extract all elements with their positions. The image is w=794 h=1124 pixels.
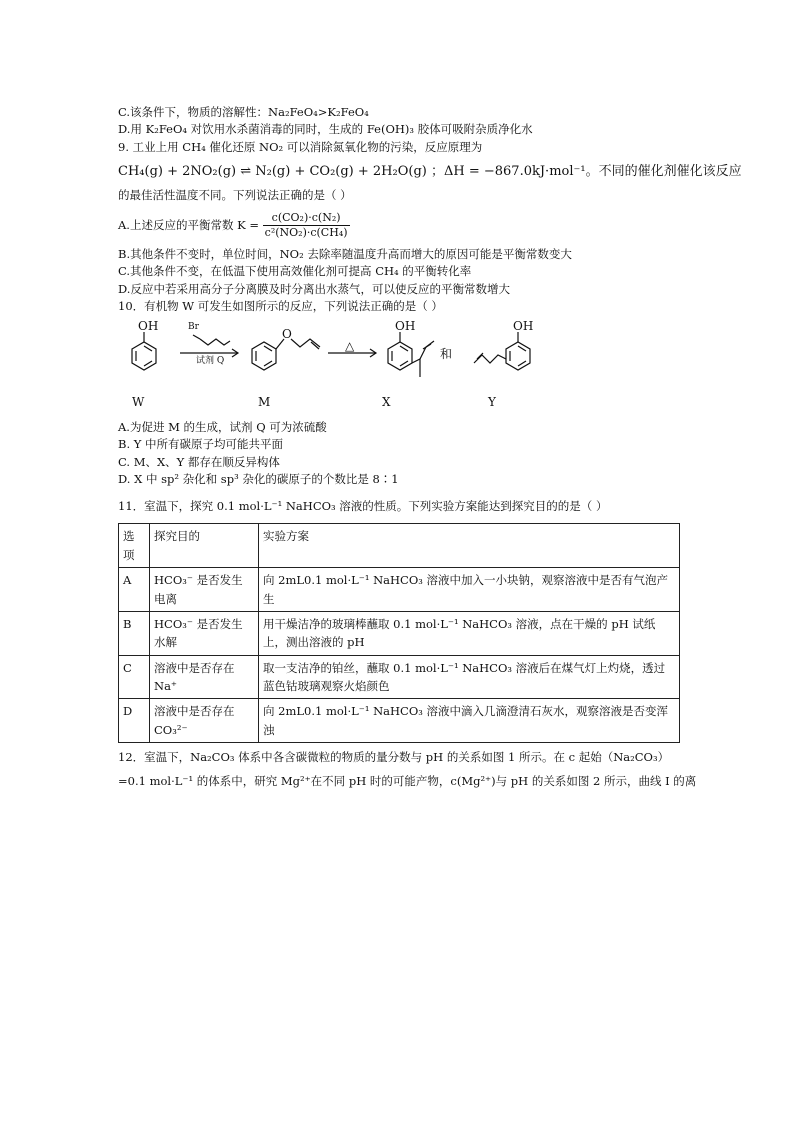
- q9-stem-2: 。不同的催化剂催化该反应: [585, 163, 742, 179]
- table-header-row: [119, 524, 680, 568]
- table-row: [119, 655, 680, 699]
- q9-option-d: D.反应中若采用高分子分离膜及时分离出水蒸气，可以使反应的平衡常数增大: [118, 281, 510, 296]
- q10-option-b: B. Y 中所有碳原子均可能共平面: [118, 437, 284, 452]
- reagent-top-label: Br: [188, 322, 199, 333]
- q10-option-c: C. M、X、Y 都存在顺反异构体: [118, 454, 280, 469]
- x-oh-label: OH: [395, 319, 416, 334]
- heat-label: △: [345, 339, 355, 354]
- row-option: A: [119, 568, 150, 612]
- structure-m: [252, 339, 320, 370]
- row-plan: 用干燥洁净的玻璃棒蘸取 0.1 mol·L⁻¹ NaHCO₃ 溶液，点在干燥的 pH 试纸上，测出溶液的 pH: [259, 611, 680, 655]
- arrow-reagent: [180, 335, 238, 357]
- table-row: [119, 699, 680, 743]
- q8-option-c: C.该条件下，物质的溶解性：Na₂FeO₄>K₂FeO₄: [118, 105, 369, 119]
- exam-page: [118, 104, 742, 790]
- y-oh-label: OH: [513, 319, 534, 334]
- label-y: Y: [488, 395, 496, 410]
- structure-w: [132, 332, 156, 370]
- equilibrium-constant-fraction: [263, 211, 350, 241]
- structure-x: [388, 332, 434, 377]
- table-row: [119, 611, 680, 655]
- q12-line-2: =0.1 mol·L⁻¹ 的体系中，研究 Mg²⁺在不同 pH 时的可能产物，c(Mg²⁺)与 pH 的关系如图 2 所示，曲线 I 的离: [118, 773, 697, 788]
- row-option: D: [119, 699, 150, 743]
- label-w: W: [132, 395, 145, 410]
- q10-option-a: A.为促进 M 的生成，试剂 Q 可为浓硫酸: [118, 420, 327, 435]
- header-goal: 探究目的: [150, 524, 259, 568]
- label-x: X: [382, 395, 391, 410]
- reagent-bottom-label: 试剂 Q: [196, 356, 225, 367]
- fraction-denominator: c²(NO₂)·c(CH₄): [264, 225, 348, 239]
- structure-y: [474, 332, 530, 370]
- q12-line-1: 12．室温下，Na₂CO₃ 体系中各含碳微粒的物质的量分数与 pH 的关系如图 1 所示。在 c 起始（Na₂CO₃）: [118, 750, 670, 765]
- row-plan: 向 2mL0.1 mol·L⁻¹ NaHCO₃ 溶液中加入一小块钠，观察溶液中是否有气泡产生: [259, 568, 680, 612]
- and-label: 和: [440, 347, 453, 362]
- row-goal: HCO₃⁻ 是否发生水解: [150, 611, 259, 655]
- fraction-numerator: c(CO₂)·c(N₂): [263, 211, 350, 226]
- row-plan: 向 2mL0.1 mol·L⁻¹ NaHCO₃ 溶液中滴入几滴澄清石灰水，观察溶液是否变浑浊: [259, 699, 680, 743]
- label-m: M: [258, 395, 271, 410]
- header-plan: 实验方案: [259, 524, 680, 568]
- q11-table: [118, 523, 680, 743]
- q9-equation-line: [118, 162, 742, 182]
- q9-stem-3: 的最佳活性温度不同。下列说法正确的是（ ）: [118, 188, 352, 203]
- row-option: B: [119, 611, 150, 655]
- q9-equation: CH₄(g) + 2NO₂(g) ⇌ N₂(g) + CO₂(g) + 2H₂O(g) ；ΔH = −867.0kJ·mol⁻¹: [118, 163, 586, 179]
- row-goal: 溶液中是否存在 CO₃²⁻: [150, 699, 259, 743]
- w-oh-label: OH: [138, 319, 159, 334]
- q8-option-d: D.用 K₂FeO₄ 对饮用水杀菌消毒的同时，生成的 Fe(OH)₃ 胶体可吸附杂质净化水: [118, 122, 533, 137]
- q9-stem-1: 9. 工业上用 CH₄ 催化还原 NO₂ 可以消除氮氧化物的污染，反应原理为: [118, 139, 483, 154]
- row-goal: HCO₃⁻ 是否发生电离: [150, 568, 259, 612]
- q9-option-c: C.其他条件不变，在低温下使用高效催化剂可提高 CH₄ 的平衡转化率: [118, 264, 472, 279]
- q11-stem: 11．室温下，探究 0.1 mol·L⁻¹ NaHCO₃ 溶液的性质。下列实验方案能达到探究目的的是（ ）: [118, 499, 608, 514]
- row-goal: 溶液中是否存在 Na⁺: [150, 655, 259, 699]
- m-o-label: O: [282, 327, 292, 342]
- q9-option-b: B.其他条件不变时，单位时间，NO₂ 去除率随温度升高而增大的原因可能是平衡常数变大: [118, 247, 572, 262]
- q10-stem: 10．有机物 W 可发生如图所示的反应，下列说法正确的是（ ）: [118, 298, 443, 313]
- q9-option-a: [118, 211, 678, 241]
- table-row: [119, 568, 680, 612]
- reaction-scheme: [118, 319, 678, 419]
- q9-option-a-prefix: A.上述反应的平衡常数 K =: [118, 217, 259, 232]
- row-option: C: [119, 655, 150, 699]
- row-plan: 取一支洁净的铂丝，蘸取 0.1 mol·L⁻¹ NaHCO₃ 溶液后在煤气灯上灼烧，透过蓝色钴玻璃观察火焰颜色: [259, 655, 680, 699]
- q10-option-d: D. X 中 sp² 杂化和 sp³ 杂化的碳原子的个数比是 8∶1: [118, 471, 399, 486]
- header-option: 选项: [119, 524, 150, 568]
